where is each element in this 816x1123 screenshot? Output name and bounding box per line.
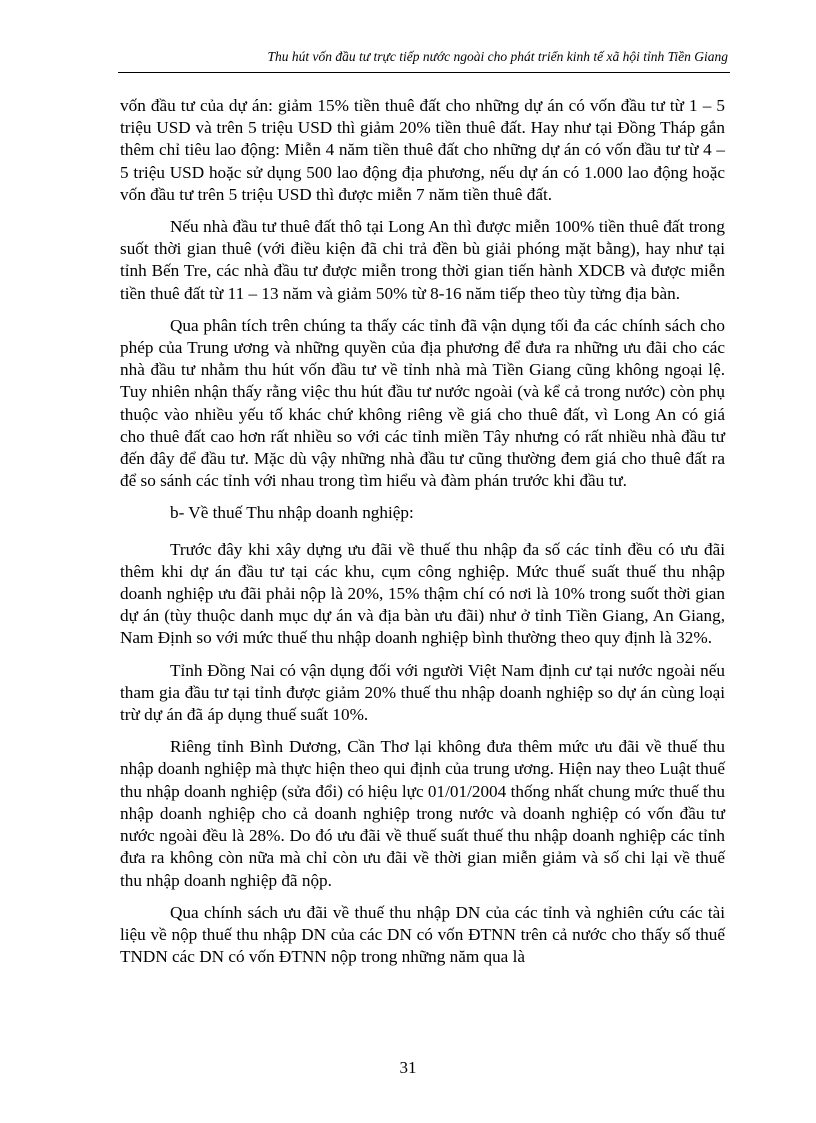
- paragraph-land-rent-continued: vốn đầu tư của dự án: giảm 15% tiền thuê đất cho những dự án có vốn đầu tư từ 1 – 5 triệu USD và trên 5 triệu USD thì giảm 20% tiền thuê đất. Hay như tại Đồng Tháp gắn thêm chỉ tiêu lao động: Miễn 4 năm tiền thuê đất cho những dự án có vốn đầu tư từ 4 – 5 triệu USD hoặc sử dụng 500 lao động địa phương, nếu dự án có 1.000 lao động hoặc vốn đầu tư trên 5 triệu USD thì được miễn 7 năm tiền thuê đất.: [120, 96, 725, 204]
- paragraph-dong-nai: Tỉnh Đồng Nai có vận dụng đối với người Việt Nam định cư tại nước ngoài nếu tham gia đầu tư tại tỉnh được giảm 20% thuế thu nhập doanh nghiệp so dự án cùng loại trừ dự án đã áp dụng thuế suất 10%.: [120, 660, 725, 725]
- section-heading-income-tax: b- Về thuế Thu nhập doanh nghiệp:: [170, 503, 414, 523]
- page-number: 31: [399, 1058, 417, 1077]
- document-body: [120, 95, 725, 978]
- header-divider: [118, 72, 730, 73]
- paragraph-analysis: Qua phân tích trên chúng ta thấy các tỉnh đã vận dụng tối đa các chính sách cho phép của Trung ương và những quyền của địa phương để đưa ra những ưu đãi cho các nhà đầu tư nhằm thu hút vốn đầu tư về tỉnh nhà mà Tiền Giang cũng không ngoại lệ. Tuy nhiên nhận thấy rằng việc thu hút đầu tư nước ngoài (và kể cả trong nước) còn phụ thuộc vào nhiều yếu tố khác chứ không riêng về giá cho thuê đất, vì Long An có giá cho thuê đất cao hơn rất nhiều so với các tỉnh miền Tây nhưng có rất nhiều nhà đầu tư đến đây để đầu tư. Mặc dù vậy những nhà đầu tư cũng thường đem giá cho thuê đất ra để so sánh các tỉnh với nhau trong tìm hiểu và đàm phán trước khi đầu tư.: [120, 315, 725, 491]
- paragraph-income-tax-previous: Trước đây khi xây dựng ưu đãi về thuế thu nhập đa số các tỉnh đều có ưu đãi thêm khi dự án đầu tư tại các khu, cụm công nghiệp. Mức thuế suất thuế thu nhập doanh nghiệp ưu đãi phải nộp là 20%, 15% thậm chí có nơi là 10% trong suốt thời gian dự án (tùy thuộc danh mục dự án và địa bàn ưu đãi) như ở tỉnh Tiền Giang, An Giang, Nam Định so với mức thuế thu nhập doanh nghiệp bình thường theo quy định là 32%.: [120, 539, 725, 648]
- paragraph-tax-policy-conclusion: Qua chính sách ưu đãi về thuế thu nhập DN của các tỉnh và nghiên cứu các tài liệu về nộp thuế thu nhập DN của các DN có vốn ĐTNN trên cả nước cho thấy số thuế TNDN các DN có vốn ĐTNN nộp trong những năm qua là: [120, 902, 725, 967]
- paragraph-binh-duong-can-tho: Riêng tỉnh Bình Dương, Cần Thơ lại không đưa thêm mức ưu đãi về thuế thu nhập doanh nghiệp mà thực hiện theo qui định của trung ương. Hiện nay theo Luật thuế thu nhập doanh nghiệp (sửa đổi) có hiệu lực 01/01/2004 thống nhất chung mức thuế thu nhập doanh nghiệp cho cả doanh nghiệp trong nước và doanh nghiệp có vốn đầu tư nước ngoài đều là 28%. Do đó ưu đãi về thuế suất thuế thu nhập doanh nghiệp các tỉnh đưa ra không còn nữa mà chỉ còn ưu đãi về thời gian miễn giảm và số chi lại về thuế thu nhập doanh nghiệp đã nộp.: [120, 737, 725, 890]
- running-header: Thu hút vốn đầu tư trực tiếp nước ngoài cho phát triển kinh tế xã hội tỉnh Tiền Giang: [267, 49, 728, 64]
- paragraph-long-an-ben-tre: Nếu nhà đầu tư thuê đất thô tại Long An thì được miễn 100% tiền thuê đất trong suốt thời gian thuê (với điều kiện đã chi trả đền bù giải phóng mặt bằng), hay như tại tỉnh Bến Tre, các nhà đầu tư được miễn trong thời gian tiến hành XDCB và được miễn tiền thuê đất từ 11 – 13 năm và giảm 50% từ 8-16 năm tiếp theo tùy từng địa bàn.: [120, 217, 725, 303]
